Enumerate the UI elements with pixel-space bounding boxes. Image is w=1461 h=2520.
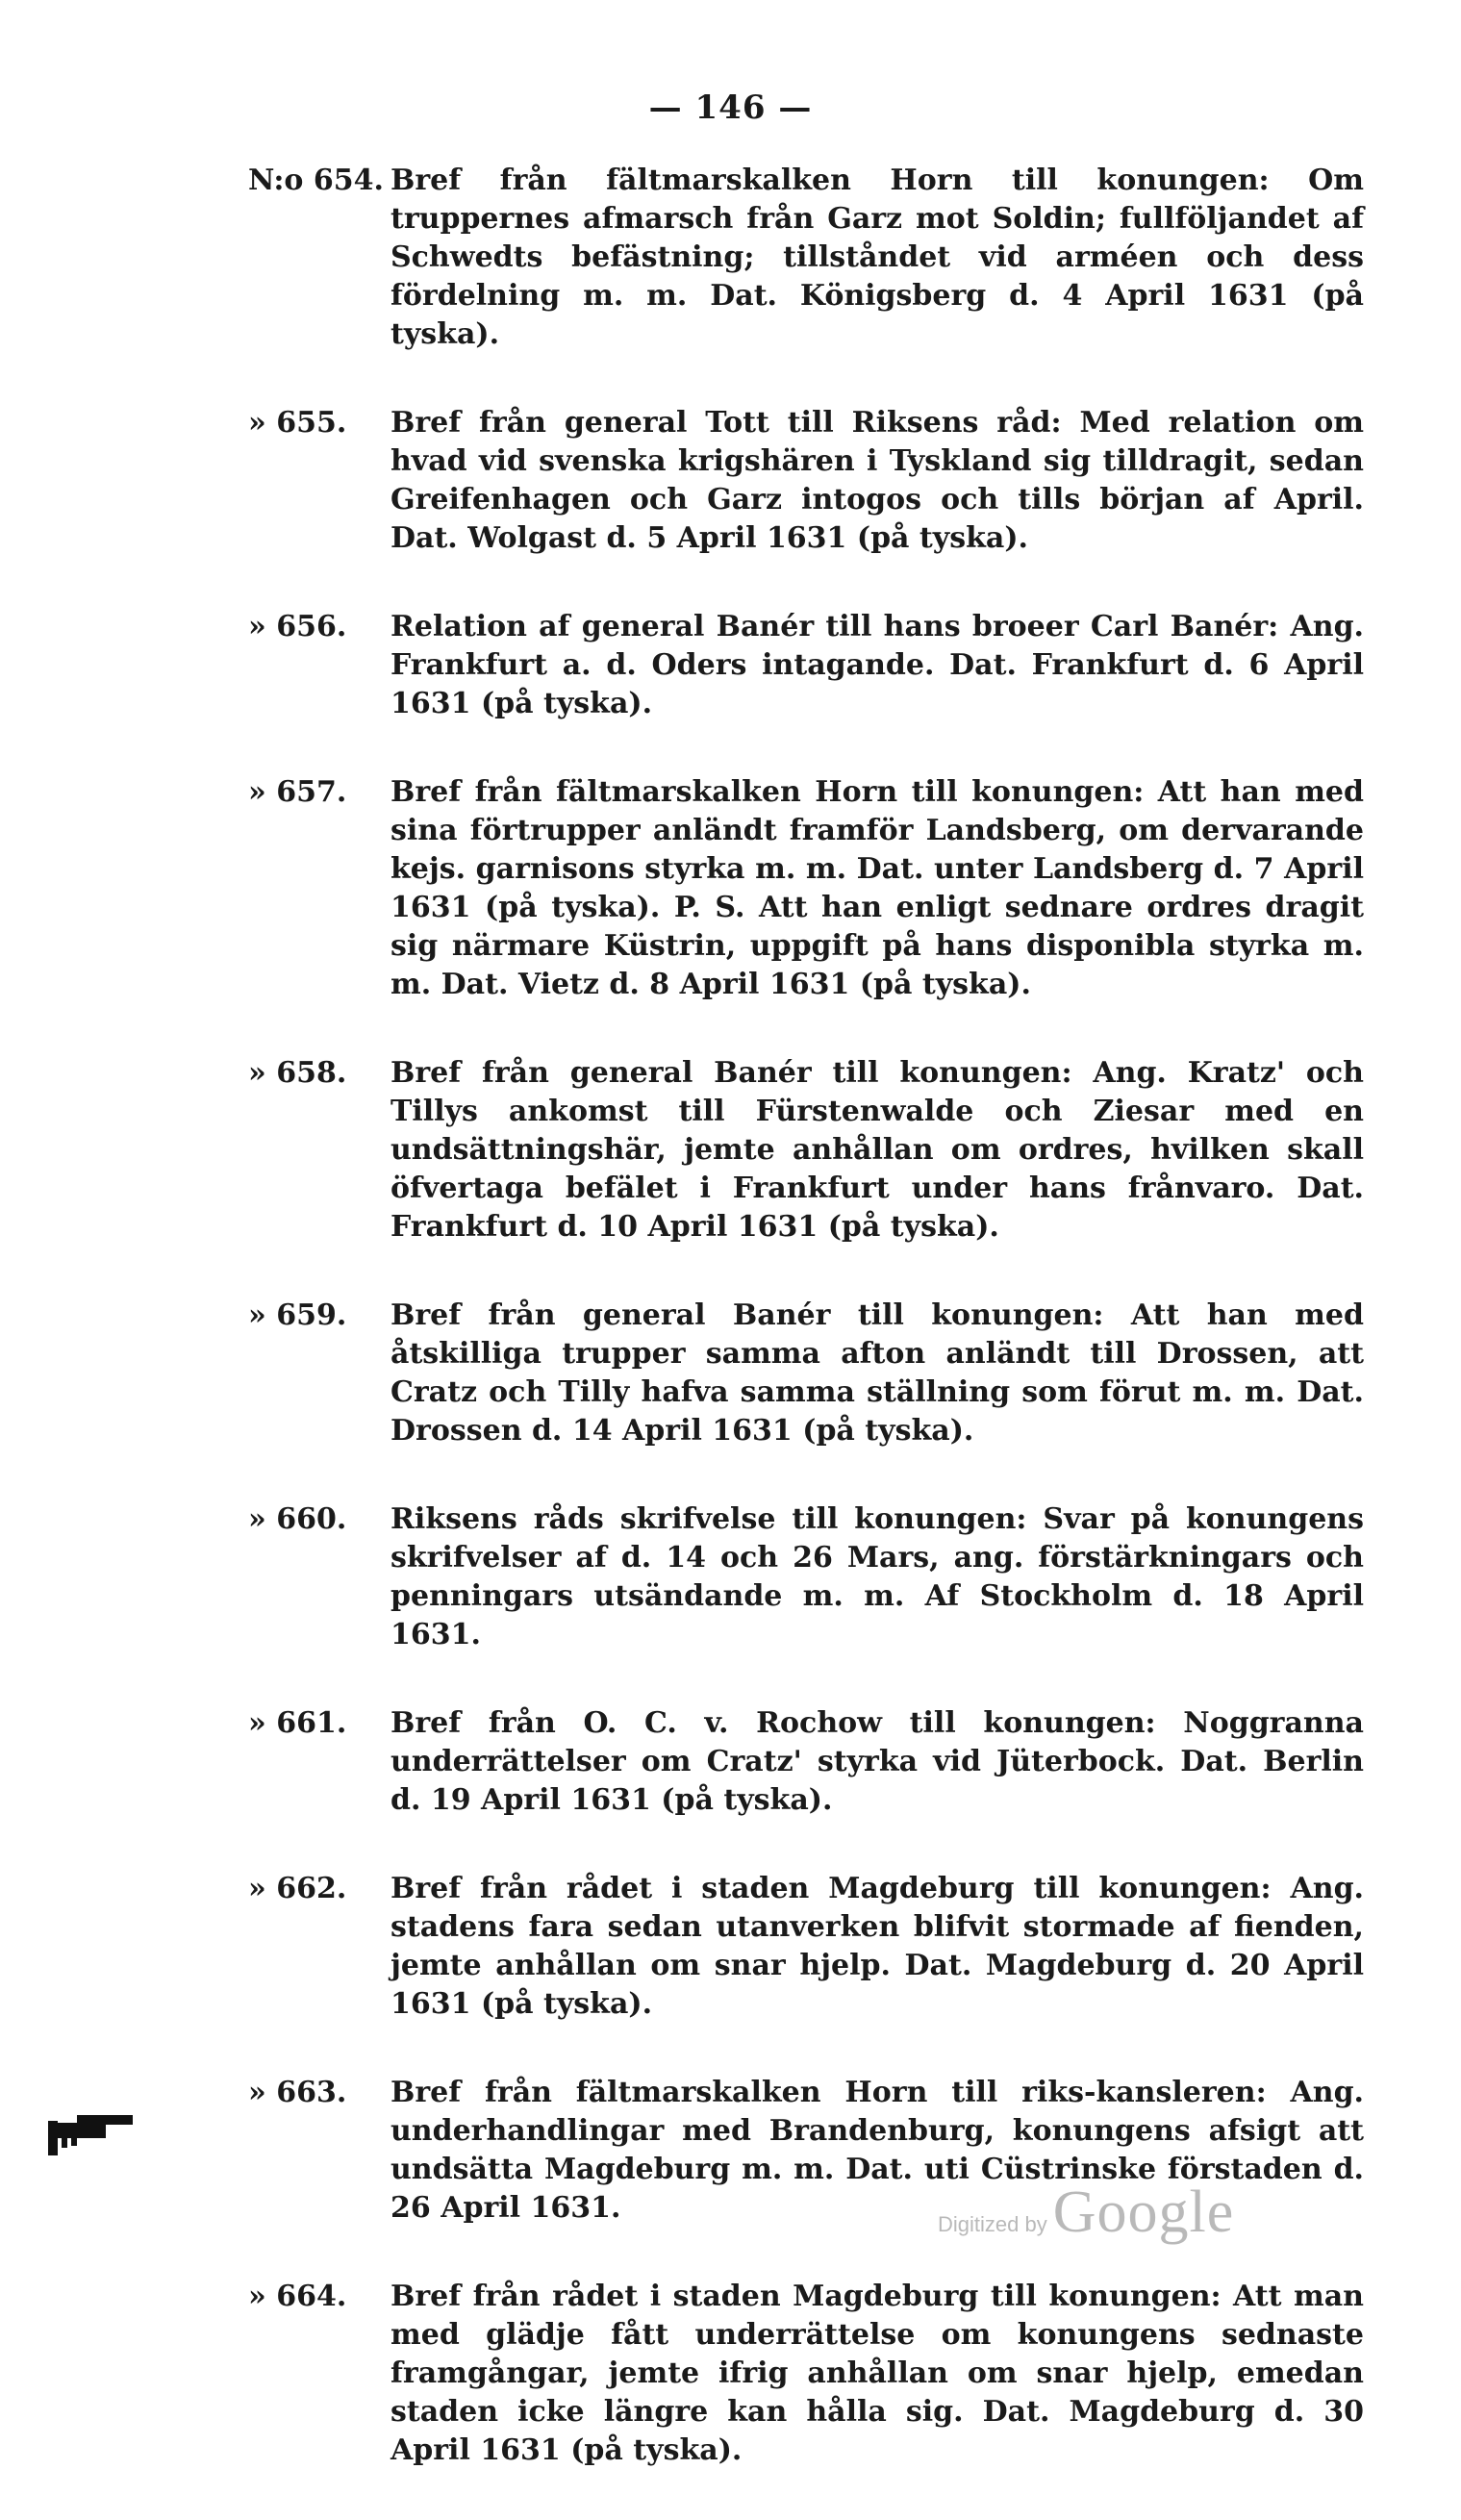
entry-text: Bref från rådet i staden Magdeburg till konungen: Att man med glädje fått underrättelse om konungens sednaste framgångar, jemte ifrig anhållan om snar hjelp, emedan staden icke längre kan hålla sig. Dat. Magdeburg d. 30 April 1631 (på tyska). [390, 2280, 1364, 2467]
list-item [248, 1054, 1364, 1247]
watermark-prefix: Digitized by [938, 2212, 1047, 2236]
entry-text: Relation af general Banér till hans broeer Carl Banér: Ang. Frankfurt a. d. Oders intagande. Dat. Frankfurt d. 6 April 1631 (på tyska). [390, 610, 1364, 720]
entry-number: » 662. [248, 1872, 347, 1905]
entry-text: Bref från general Banér till konungen: Ang. Kratz' och Tillys ankomst till Fürstenwalde och Ziesar med en undsättningshär, jemte anhållan om ordres, hvilken skall öfvertaga befälet i Frankfurt under hans frånvaro. Dat. Frankfurt d. 10 April 1631 (på tyska). [390, 1056, 1364, 1244]
entry-text: Bref från rådet i staden Magdeburg till konungen: Ang. stadens fara sedan utanverken blifvit stormade af fienden, jemte anhållan om snar hjelp. Dat. Magdeburg d. 20 April 1631 (på tyska). [390, 1872, 1364, 2021]
digitized-watermark [938, 2179, 1234, 2247]
entry-number: » 659. [248, 1298, 347, 1332]
list-item [248, 162, 1364, 354]
watermark-brand: Google [1052, 2180, 1235, 2245]
list-item [248, 608, 1364, 723]
entry-number: » 655. [248, 406, 347, 440]
entry-text: Bref från fältmarskalken Horn till konungen: Om truppernes afmarsch från Garz mot Soldin; fullföljandet af Schwedts befästning; tillståndet vid arméen och dess fördelning m. m. Dat. Königsberg d. 4 April 1631 (på tyska). [390, 164, 1364, 351]
list-item [248, 773, 1364, 1004]
list-item [248, 1870, 1364, 2024]
entry-number: » 661. [248, 1706, 347, 1740]
list-item [248, 404, 1364, 558]
list-item [248, 1297, 1364, 1450]
entry-text: Bref från general Banér till konungen: Att han med åtskilliga trupper samma afton anländt till Drossen, att Cratz och Tilly hafva samma ställning som förut m. m. Dat. Drossen d. 14 April 1631 (på tyska). [390, 1298, 1364, 1448]
entry-list [248, 162, 1364, 2520]
entry-number: » 658. [248, 1056, 347, 1090]
entry-number: » 663. [248, 2076, 347, 2109]
list-item [248, 1500, 1364, 1654]
entry-text: Bref från general Tott till Riksens råd: Med relation om hvad vid svenska krigshären i Tyskland sig tilldragit, sedan Greifenhagen och Garz intogos och tills början af April. Dat. Wolgast d. 5 April 1631 (på tyska). [390, 406, 1364, 555]
entry-number: » 657. [248, 775, 347, 809]
pointing-hand-icon [48, 2111, 135, 2155]
list-item [248, 2278, 1364, 2470]
entry-text: Riksens råds skrifvelse till konungen: Svar på konungens skrifvelser af d. 14 och 26 Mars, ang. förstärkningars och penningars utsändande m. m. Af Stockholm d. 18 April 1631. [390, 1502, 1364, 1651]
list-item [248, 1704, 1364, 1820]
entry-number: » 656. [248, 610, 347, 643]
entry-text: Bref från fältmarskalken Horn till riks-kansleren: Ang. underhandlingar med Brandenburg, konungens afsigt att undsätta Magdeburg m. m. Dat. uti Cüstrinske förstaden d. 26 April 1631. [390, 2076, 1364, 2225]
entry-text: Bref från O. C. v. Rochow till konungen: Noggranna underrättelser om Cratz' styrka vid Jüterbock. Dat. Berlin d. 19 April 1631 (på tyska). [390, 1706, 1364, 1817]
entry-number: » 664. [248, 2280, 347, 2313]
entry-number: N:o 654. [248, 164, 384, 197]
entry-text: Bref från fältmarskalken Horn till konungen: Att han med sina förtrupper anländt framför Landsberg, om dervarande kejs. garnisons styrka m. m. Dat. unter Landsberg d. 7 April 1631 (på tyska). P. S. Att han enligt sednare ordres dragit sig närmare Küstrin, uppgift på hans disponibla styrka m. m. Dat. Vietz d. 8 April 1631 (på tyska). [390, 775, 1364, 1001]
entry-number: » 660. [248, 1502, 347, 1536]
page-number: — 146 — [648, 88, 813, 127]
